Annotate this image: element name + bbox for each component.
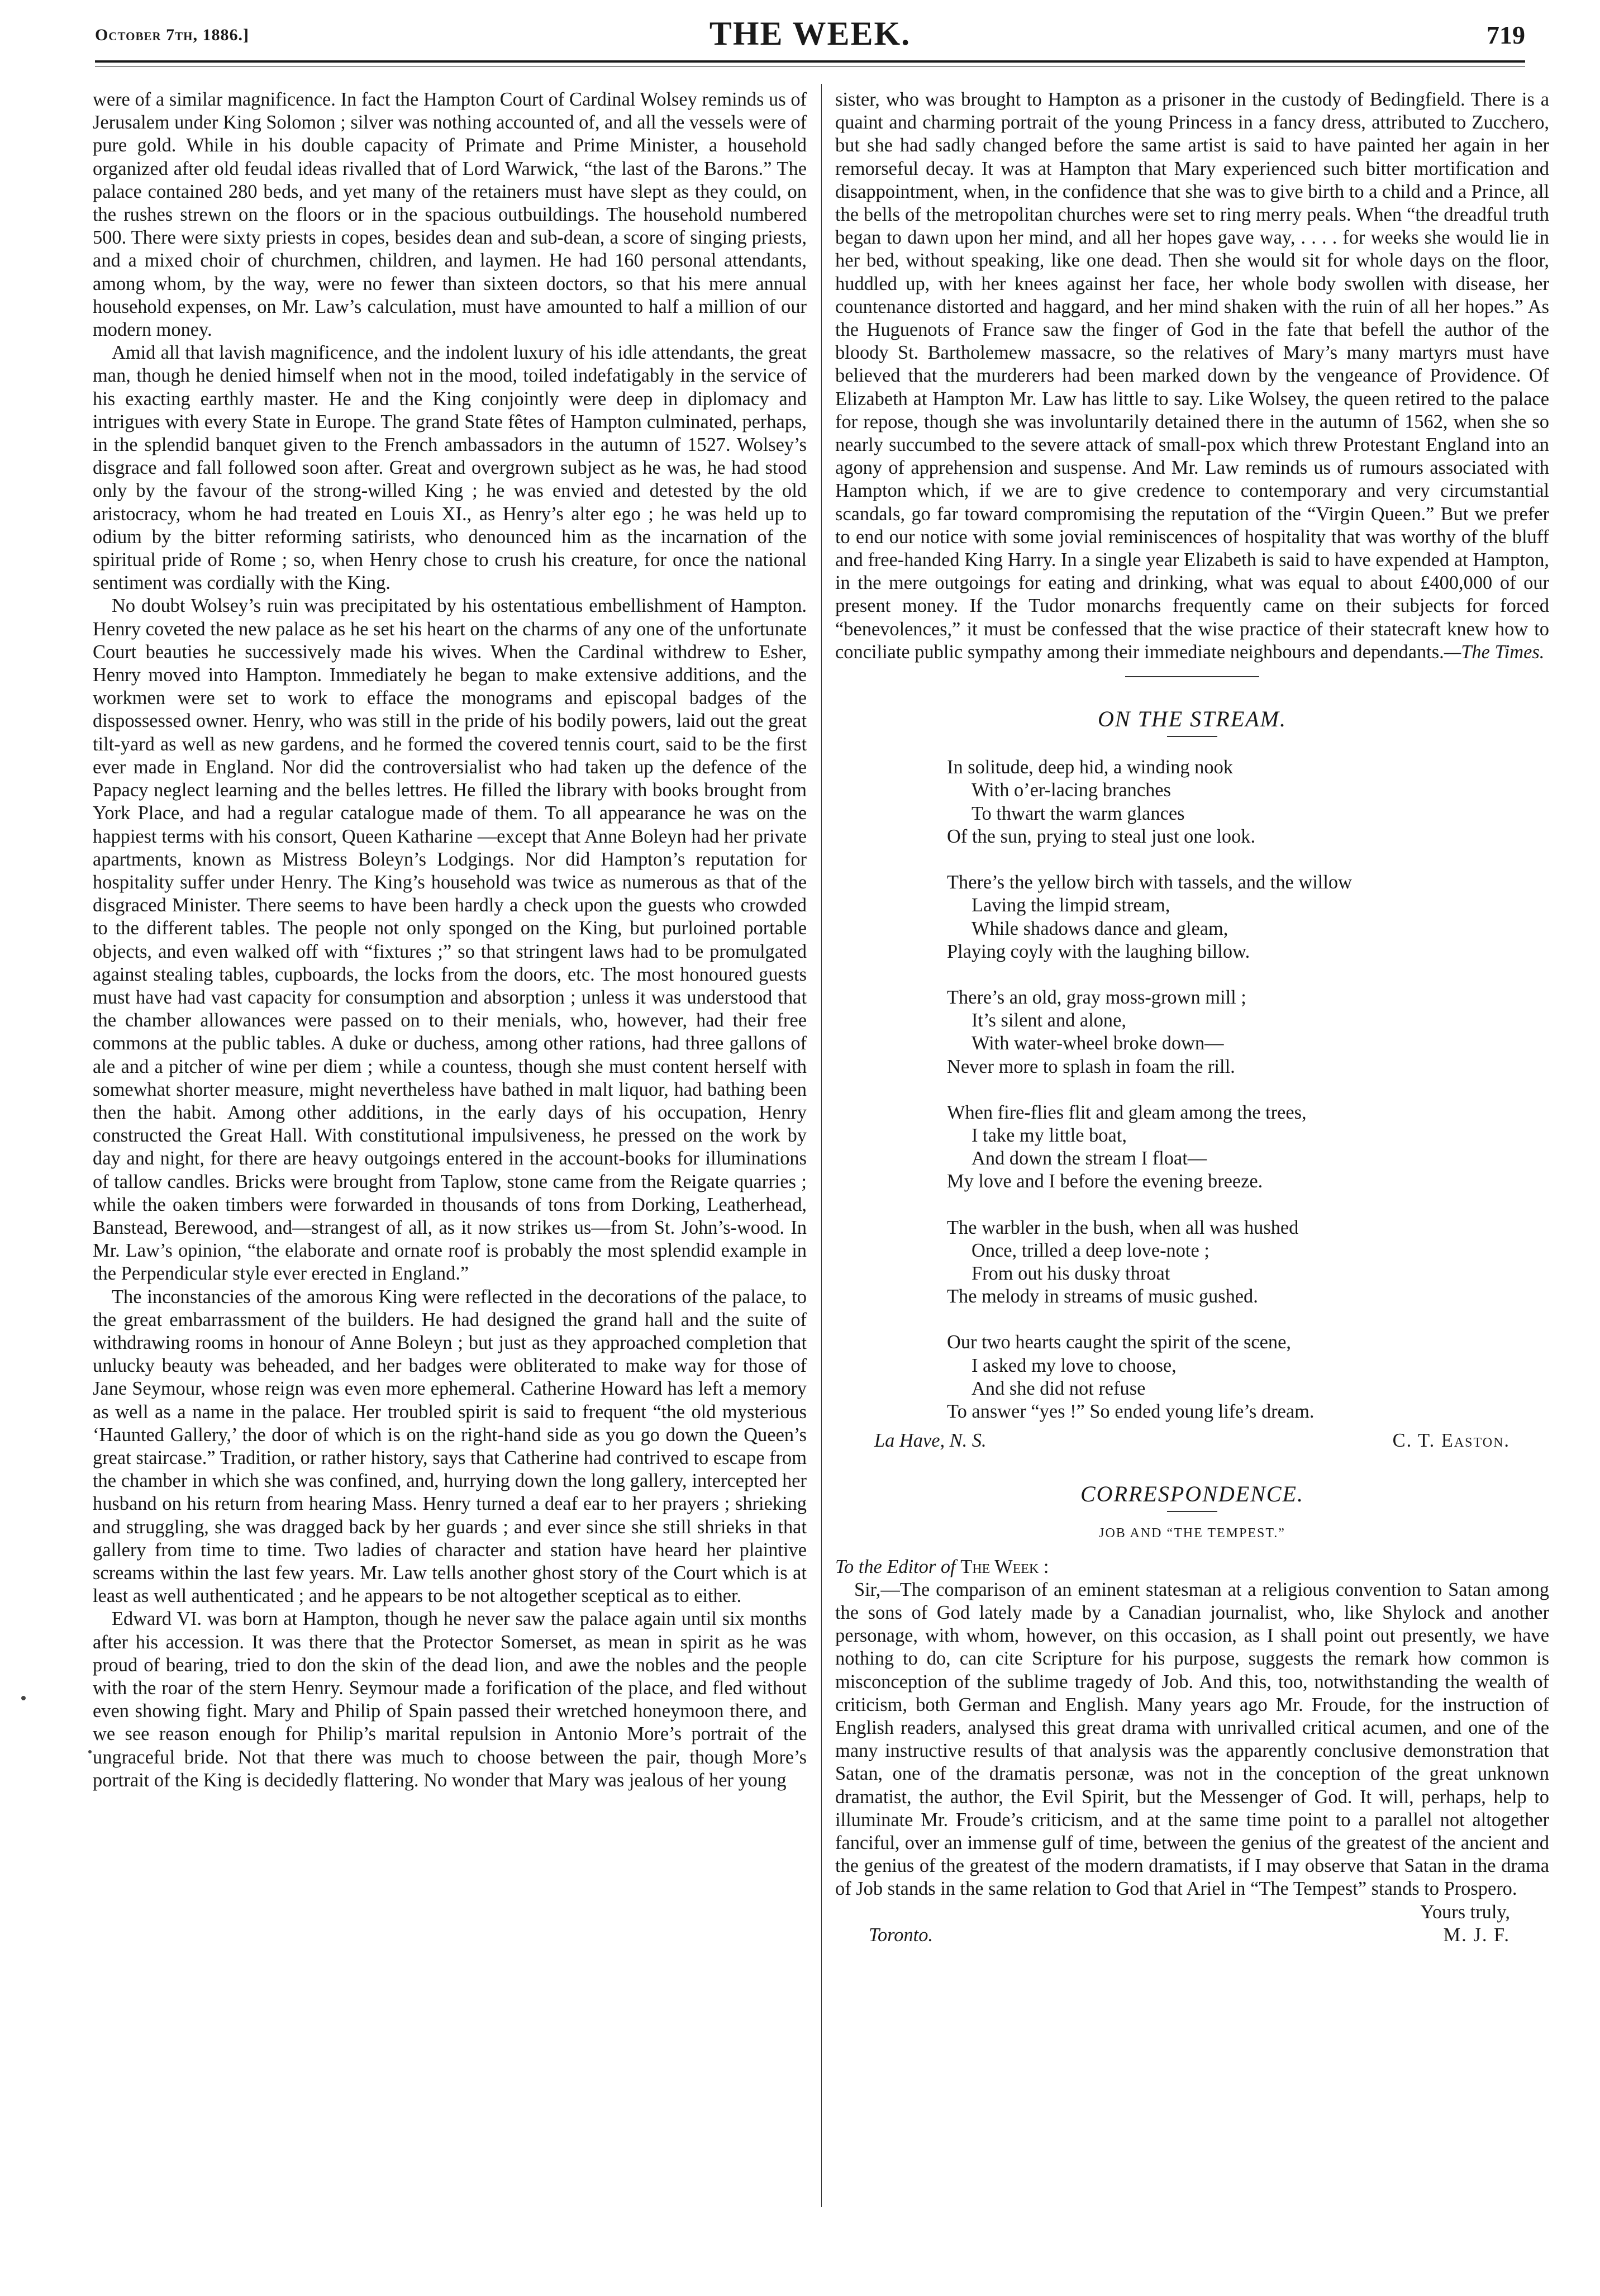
poem-stanza [947, 1101, 1549, 1194]
salutation-lead: To the Editor of [835, 1556, 956, 1577]
issue-date: October 7th, 1886.] [95, 26, 249, 44]
poem-line: Once, trilled a deep love-note ; [972, 1239, 1209, 1261]
letter-closing: Yours truly, [1420, 1901, 1510, 1923]
article-paragraph: Edward VI. was born at Hampton, though he never saw the palace again until six months after his accession. It was there that the Protector Somerset, as mean in spirit as he was proud of bearing, tried to don the skin of the dead lion, and awe the nobles and the people with the roar of the stern Henry. Seymour made a forification of the place, and fled without even showing fight. Mary and Philip of Spain passed their wretched honeymoon there, and we see reason enough for Philip’s marital repulsion in Antonio More’s portrait of the ungraceful bride. Not that there was much to choose between the pair, though More’s portrait of the King is decidedly flattering. No wonder that Mary was jealous of her young [93, 1608, 807, 1791]
left-column [93, 88, 807, 1792]
letter-salutation [835, 1556, 1549, 1579]
poem-place: La Have, N. S. [874, 1430, 987, 1452]
continuation-source: —The Times. [1444, 641, 1545, 663]
poem-line: And down the stream I float— [972, 1148, 1207, 1170]
print-speck [21, 1696, 26, 1700]
poem-line: To answer “yes !” So ended young life’s dream. [947, 1400, 1315, 1422]
masthead [95, 15, 1525, 54]
poem-line: Laving the limpid stream, [972, 895, 1170, 916]
poem-line: When fire-flies flit and gleam among the trees, [947, 1101, 1307, 1123]
salutation-tail: : [1039, 1556, 1049, 1577]
salutation-paper: The Week [960, 1556, 1039, 1577]
title-rule [1167, 1511, 1217, 1512]
article-paragraph: Amid all that lavish magnificence, and the indolent luxury of his idle attendants, the great man, though he denied himself when not in the mood, toiled indefatigably in the service of his exacting earthly master. He and the King conjointly were deep in diplomacy and intrigues with every State in Europe. The grand State fêtes of Hampton culminated, perhaps, in the splendid banquet given to the French ambassadors in the autumn of 1527. Wolsey’s disgrace and fall followed soon after. Great and overgrown subject as he was, he had stood only by the favour of the strong-willed King ; he was envied and detested by the old aristocracy, whom he had treated en Louis XI., as Henry’s alter ego ; he was held up to odium by the bitter reforming satirists, who denounced him as the incarnation of the spiritual pride of Rome ; so, when Henry chose to crush his creature, for once the national sentiment was cordially with the King. [93, 342, 807, 594]
poem-line: Playing coyly with the laughing billow. [947, 940, 1250, 962]
poem-stanza [947, 986, 1549, 1078]
poem-line: The warbler in the bush, when all was hushed [947, 1216, 1299, 1238]
poem-stanza [947, 1216, 1549, 1309]
correspondence-title: CORRESPONDENCE. [1080, 1481, 1304, 1507]
poem-line: I asked my love to choose, [972, 1354, 1177, 1376]
section-divider [1125, 676, 1259, 677]
print-speck [88, 1750, 92, 1753]
poem-line: There’s an old, gray moss-grown mill ; [947, 986, 1246, 1008]
poem-line: I take my little boat, [972, 1124, 1127, 1146]
poem-line: My love and I before the evening breeze. [947, 1171, 1263, 1192]
poem-stanza [947, 871, 1549, 963]
poem-line: With o’er-lacing branches [972, 779, 1171, 801]
poem-line: The melody in streams of music gushed. [947, 1286, 1258, 1308]
poem-attribution [835, 1429, 1549, 1452]
poem-author: C. T. Easton. [1392, 1430, 1510, 1452]
article-continuation [835, 88, 1549, 664]
article-paragraph: were of a similar magnificence. In fact the Hampton Court of Cardinal Wolsey reminds us of Jerusalem under King Solomon ; silver was nothing accounted of, and all the vessels were of pure gold. While in his double capacity of Primate and Prime Minister, a household organized after old feudal ideas rivalled that of Lord Warwick, “the last of the Barons.” The palace contained 280 beds, and yet many of the retainers must have slept as they could, on the rushes strewn on the floors or in the spacious outbuildings. The household numbered 500. There were sixty priests in copes, besides dean and sub-dean, a score of singing priests, and a mixed choir of churchmen, children, and laymen. He had 160 personal attendants, among whom, by the way, were no fewer than sixteen doctors, so that his mere annual household expenses, on Mr. Law’s calculation, must have amounted to half a million of our modern money. [93, 89, 807, 341]
poem-line: There’s the yellow birch with tassels, and the willow [947, 872, 1352, 893]
letter-subheading: JOB AND “THE TEMPEST.” [1099, 1526, 1285, 1541]
right-column [835, 88, 1549, 1947]
page-number: 719 [1487, 21, 1525, 49]
poem-title: ON THE STREAM. [1098, 706, 1287, 732]
poem [947, 756, 1549, 1423]
poem-line: And she did not refuse [972, 1377, 1146, 1399]
letter-place: Toronto. [869, 1924, 934, 1946]
poem-stanza [947, 756, 1549, 848]
article-paragraph: No doubt Wolsey’s ruin was precipitated by his ostentatious embellishment of Hampton. Henry coveted the new palace as he set his heart on the charms of any one of the unfortunate Court beauties he successively made his wives. When the Cardinal withdrew to Esher, Henry moved into Hampton. Immediately he began to make extensive additions, and the workmen were set to work to efface the monograms and episcopal badges of the dispossessed owner. Henry, who was still in the pride of his bodily powers, laid out the great tilt-yard as well as new gardens, and he formed the covered tennis court, said to be the first ever made in England. Nor did the controversialist who had taken up the defence of the Papacy neglect learning and the belles lettres. He filled the library with books brought from York Place, and had a regular catalogue made of them. To all appearance he was on the happiest terms with his consort, Queen Katharine —except that Anne Boleyn had her private apartments, known as Mistress Boleyn’s Lodgings. Nor did Hampton’s reputation for hospitality suffer under Henry. The King’s household was twice as numerous as that of the disgraced Minister. There seems to have been hardly a check upon the guests who crowded to the different tables. The people not only sponged on the King, but purloined portable objects, and even walked off with “fixtures ;” so that stringent laws had to be promulgated against stealing tables, cupboards, the locks from the doors, etc. The most honoured guests must have had vast capacity for consumption and absorption ; unless it was understood that the chamber allowances were passed on to their menials, who, however, had their free commons at the public tables. A duke or duchess, among other rations, had three gallons of ale and a pitcher of wine per diem ; while a countess, though she must content herself with somewhat shorter measure, might nevertheless have bathed in malt liquor, had bathing been then the habit. Among other additions, in the early days of his occupation, Henry constructed the Great Hall. With constitutional impulsiveness, he pressed on the work by day and night, for there are heavy outgoings entered in the account-books for illuminations of tallow candles. Bricks were brought from Taplow, stone came from the Reigate quarries ; while the oaken timbers were forwarded in thousands of tons from Dorking, Leatherhead, Banstead, Berewood, and—strangest of all, as it now strikes us—from St. John’s-wood. In Mr. Law’s opinion, “the elaborate and ornate roof is probably the most splendid example in the Perpendicular style ever erected in England.” [93, 595, 807, 1285]
column-divider [821, 84, 822, 2207]
letter-signature: M. J. F. [1443, 1924, 1510, 1946]
letter-signoff [835, 1924, 1549, 1947]
poem-line: Our two hearts caught the spirit of the scene, [947, 1332, 1291, 1353]
letter-body: Sir,—The comparison of an eminent statesman at a religious convention to Satan among the sons of God lately made by a Canadian journalist, who, like Shylock and another personage, with whom, however, on this occasion, as I shall point out presently, we have nothing to do, can cite Scripture for his purpose, suggests the remark how common is misconception of the sublime tragedy of Job. And this, too, notwithstanding the wealth of criticism, both German and English. Many years ago Mr. Froude, for the instruction of English readers, analysed this great drama with unrivalled critical acumen, and one of the many instructive results of that analysis was the apparently conclusive demonstration that Satan, one of the dramatis personæ, was not in the conception of the great unknown dramatist, the author, the Evil Spirit, but the Messenger of God. It will, perhaps, help to illuminate Mr. Froude’s criticism, and at the same time point to a parallel not altogether fanciful, over an immense gulf of time, between the genius of the greatest of the ancient and the genius of the greatest of the modern dramatists, if I may observe that Satan in the drama of Job stands in the same relation to God that Ariel in “The Tempest” stands to Prospero. [835, 1579, 1549, 1900]
article-paragraph: The inconstancies of the amorous King were reflected in the decorations of the palace, to the great embarrassment of the builders. He had designed the grand hall and the suite of withdrawing rooms in honour of Anne Boleyn ; but just as they approached completion that unlucky beauty was beheaded, and her badges were obliterated to make way for those of Jane Seymour, whose reign was even more ephemeral. Catherine Howard has left a memory as well as a name in the palace. Her troubled spirit is said to frequent “the old mysterious ‘Haunted Gallery,’ the door of which is on the right-hand side as you go down the Queen’s great staircase.” Tradition, or rather history, says that Catherine had contrived to escape from the chamber in which she was confined, and, hurrying down the long gallery, intercepted her husband on his return from hearing Mass. Henry turned a deaf ear to her prayers ; shrieking and struggling, she was dragged back by her guards ; and ever since she still shrieks in that gallery from time to time. Two ladies of character and station have heard her plaintive screams within the last few years. Mr. Law tells another ghost story of the Court which is at least as well authenticated ; and he appears to be not altogether sceptical as to either. [93, 1286, 807, 1607]
publication-title: THE WEEK. [709, 15, 911, 52]
poem-stanza [947, 1331, 1549, 1423]
continuation-text: sister, who was brought to Hampton as a prisoner in the custody of Bedingfield. There is a quaint and charming portrait of the young Princess in a fancy dress, attributed to Zucchero, but she had sadly changed before the same artist is said to have painted her again in her remorseful decay. It was at Hampton that Mary experienced such bitter mortification and disappointment, when, in the confidence that she was to give birth to a child and a Prince, all the bells of the metropolitan churches were set to ring merry peals. When “the dreadful truth began to dawn upon her mind, and all her hopes gave way, . . . . for weeks she would lie in her bed, without speaking, like one dead. Then she would sit for whole days on the floor, huddled up, with her knees against her face, her whole body swollen with disease, her countenance distorted and haggard, and her mind shaken with the ruin of all her hopes.” As the Huguenots of France saw the finger of God in the fate that befell the author of the bloody St. Bartholemew massacre, so the relatives of Mary’s many martyrs must have believed that the murderers had been marked down by the vengeance of Providence. Of Elizabeth at Hampton Mr. Law has little to say. Like Wolsey, the queen retired to the palace for repose, though she was involuntarily detained there in the autumn of 1562, when she so nearly succumbed to the severe attack of small-pox which threw Protestant England into an agony of apprehension and suspense. And Mr. Law reminds us of rumours associated with Hampton which, if we are to give credence to contemporary and very circumstantial scandals, go far toward compromising the reputation of the “Virgin Queen.” But we prefer to end our notice with some jovial reminiscences of hospitality that was worthy of the bluff and free-handed King Harry. In a single year Elizabeth is said to have expended at Hampton, in the mere outgoings for eating and drinking, what was equal to about £400,000 of our present money. If the Tudor monarchs frequently came on their subjects for forced “benevolences,” it must be confessed that the wise practice of their statecraft knew how to conciliate public sympathy among their immediate neighbours and dependants. [835, 89, 1549, 663]
title-rule [1167, 736, 1217, 737]
poem-line: Never more to splash in foam the rill. [947, 1056, 1235, 1077]
poem-line: While shadows dance and gleam, [972, 918, 1228, 939]
masthead-rule-thick [95, 60, 1525, 63]
poem-line: Of the sun, prying to steal just one look. [947, 825, 1256, 847]
poem-line: To thwart the warm glances [972, 802, 1185, 824]
poem-line: In solitude, deep hid, a winding nook [947, 757, 1233, 778]
poem-line: It’s silent and alone, [972, 1010, 1126, 1031]
poem-line: From out his dusky throat [972, 1262, 1170, 1284]
poem-line: With water-wheel broke down— [972, 1033, 1224, 1054]
